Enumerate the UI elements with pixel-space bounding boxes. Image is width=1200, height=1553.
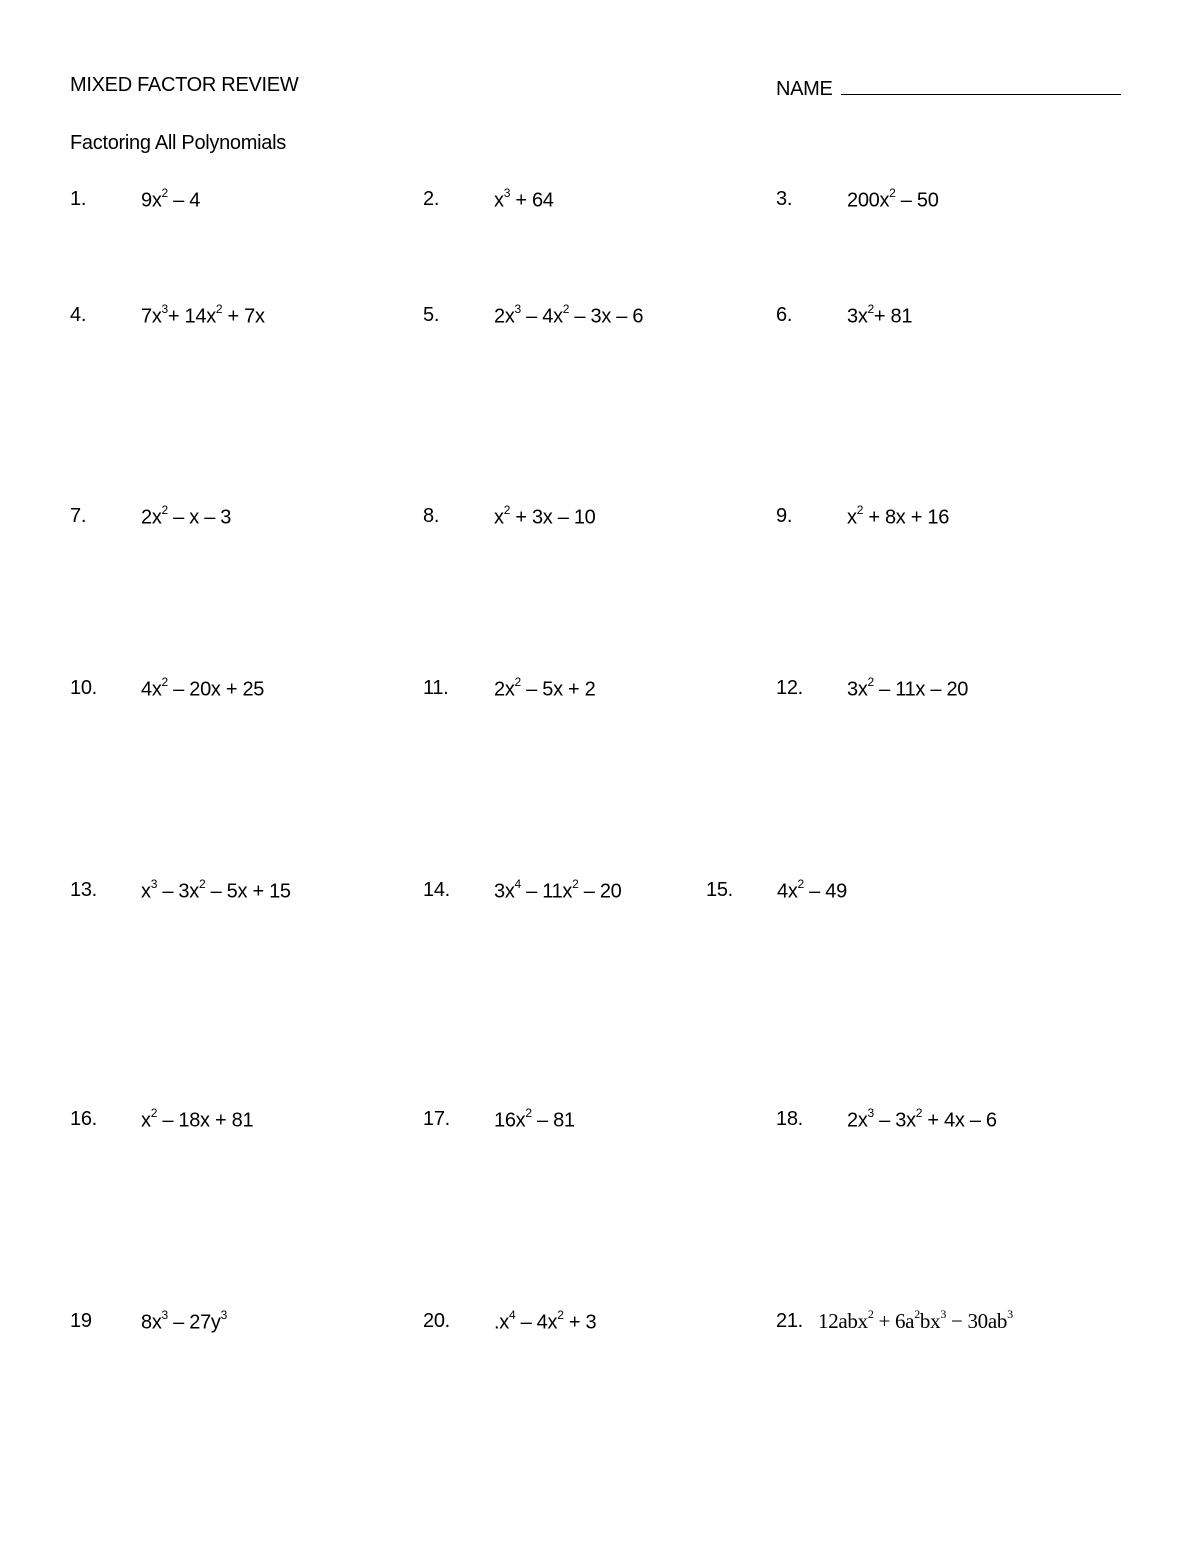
expression-term: – 81 (531, 1109, 575, 1132)
exponent: 3 (150, 877, 158, 891)
exponent: 3 (514, 302, 521, 316)
exponent: 2 (572, 877, 579, 891)
expression-term: 4x (141, 678, 162, 701)
exponent: 2 (867, 1307, 874, 1321)
expression-term: x (494, 506, 504, 529)
expression-term: – 49 (803, 880, 847, 903)
expression-term: – 4x (520, 305, 563, 328)
problem-number: 13. (70, 879, 97, 901)
expression-term: – 4 (167, 189, 201, 212)
problem-expression (141, 677, 264, 702)
problem-number: 10. (70, 677, 97, 699)
exponent: 2 (557, 1308, 564, 1322)
exponent: 2 (856, 503, 864, 517)
problem-expression (141, 505, 231, 530)
problem-expression (494, 1310, 596, 1335)
expression-term: – 11x – 20 (873, 678, 969, 701)
exponent: 2 (914, 1307, 920, 1321)
exponent: 3 (161, 1308, 168, 1322)
expression-term: .x (494, 1311, 509, 1334)
expression-term: + 64 (510, 189, 554, 212)
name-blank-line[interactable] (841, 74, 1121, 95)
exponent: 3 (940, 1307, 947, 1321)
exponent: 2 (889, 186, 896, 200)
name-field[interactable] (776, 74, 1121, 101)
name-label: NAME (776, 78, 833, 100)
problem-expression (777, 879, 847, 904)
expression-term: 8x (141, 1311, 162, 1334)
exponent: 3 (503, 186, 511, 200)
expression-term: – 3x (873, 1109, 916, 1132)
exponent: 2 (514, 675, 521, 689)
expression-term: + 7x (222, 305, 265, 328)
problem-number: 3. (776, 188, 793, 210)
expression-term: – 11x (520, 880, 573, 903)
expression-term: 16x (494, 1109, 526, 1132)
expression-term: + 4x – 6 (922, 1109, 997, 1132)
problem-expression (141, 304, 265, 329)
expression-term: 3x (847, 305, 868, 328)
expression-term: + 3 (563, 1311, 597, 1334)
expression-term: 2x (494, 305, 515, 328)
exponent: 2 (161, 503, 168, 517)
problem-number: 20. (423, 1310, 450, 1332)
problem-expression (847, 677, 968, 702)
problem-number: 8. (423, 505, 440, 527)
problem-expression (847, 505, 949, 530)
problem-number: 12. (776, 677, 803, 699)
expression-term: 12abx (818, 1309, 868, 1333)
expression-term: + 3x – 10 (510, 506, 596, 529)
expression-term: – 20 (578, 880, 622, 903)
expression-term: − 30ab (946, 1309, 1008, 1333)
expression-term: x (141, 880, 151, 903)
expression-term: – 20x + 25 (167, 678, 265, 701)
expression-term: + 81 (873, 305, 913, 328)
expression-term: – 4x (515, 1311, 558, 1334)
expression-term: – 3x (157, 880, 199, 903)
problem-number: 15. (706, 879, 733, 901)
expression-term: 2x (141, 506, 162, 529)
exponent: 2 (867, 302, 874, 316)
problem-number: 1. (70, 188, 87, 210)
problem-number: 16. (70, 1108, 97, 1130)
worksheet-title: MIXED FACTOR REVIEW (70, 74, 299, 96)
problem-number: 6. (776, 304, 793, 326)
exponent: 3 (867, 1106, 874, 1120)
worksheet-subtitle: Factoring All Polynomials (70, 132, 286, 154)
expression-term: bx (919, 1309, 941, 1333)
expression-term: 9x (141, 189, 162, 212)
problem-expression (494, 505, 595, 530)
expression-term: 4x (777, 880, 798, 903)
problem-expression (494, 188, 554, 213)
problem-expression (141, 879, 291, 904)
expression-term: 2x (847, 1109, 868, 1132)
exponent: 2 (215, 302, 223, 316)
expression-term: – x – 3 (167, 506, 232, 529)
expression-term: 7x (141, 305, 162, 328)
expression-term: – 5x + 15 (205, 880, 291, 903)
expression-term: + 6a (873, 1309, 915, 1333)
expression-term: + 8x + 16 (863, 506, 950, 529)
exponent: 2 (915, 1106, 923, 1120)
exponent: 2 (797, 877, 804, 891)
problem-expression (494, 304, 643, 329)
exponent: 2 (867, 675, 874, 689)
problem-expression (494, 1108, 575, 1133)
problem-number: 19 (70, 1310, 92, 1332)
problem-number: 17. (423, 1108, 450, 1130)
exponent: 2 (161, 186, 168, 200)
problem-expression (494, 879, 621, 904)
exponent: 4 (514, 877, 521, 891)
problem-expression (141, 188, 200, 213)
problem-expression (141, 1108, 253, 1133)
problem-number: 21. (776, 1310, 803, 1332)
expression-term: – 3x – 6 (569, 305, 644, 328)
problem-expression (818, 1309, 1013, 1334)
problem-number: 11. (423, 677, 449, 699)
exponent: 3 (161, 302, 168, 316)
problem-number: 18. (776, 1108, 803, 1130)
expression-term: – 27y (167, 1311, 221, 1334)
expression-term: 3x (847, 678, 868, 701)
problem-expression (494, 677, 595, 702)
exponent: 2 (503, 503, 511, 517)
exponent: 3 (1007, 1307, 1013, 1321)
expression-term: 2x (494, 678, 515, 701)
expression-term: x (494, 189, 504, 212)
problem-number: 9. (776, 505, 793, 527)
exponent: 2 (562, 302, 570, 316)
problem-number: 2. (423, 188, 440, 210)
expression-term: – 5x + 2 (520, 678, 596, 701)
problem-expression (847, 1108, 997, 1133)
expression-term: + 14x (167, 305, 216, 328)
exponent: 2 (161, 675, 168, 689)
expression-term: x (847, 506, 857, 529)
problem-number: 14. (423, 879, 450, 901)
expression-term: – 50 (895, 189, 939, 212)
expression-term: 200x (847, 189, 890, 212)
problem-expression (847, 188, 939, 213)
expression-term: x (141, 1109, 151, 1132)
problem-number: 5. (423, 304, 440, 326)
exponent: 3 (220, 1308, 227, 1322)
problem-number: 7. (70, 505, 87, 527)
problem-expression (847, 304, 912, 329)
exponent: 2 (198, 877, 206, 891)
exponent: 2 (525, 1106, 532, 1120)
exponent: 4 (508, 1308, 516, 1322)
exponent: 2 (150, 1106, 158, 1120)
expression-term: – 18x + 81 (157, 1109, 254, 1132)
expression-term: 3x (494, 880, 515, 903)
problem-number: 4. (70, 304, 87, 326)
problem-expression (141, 1310, 227, 1335)
